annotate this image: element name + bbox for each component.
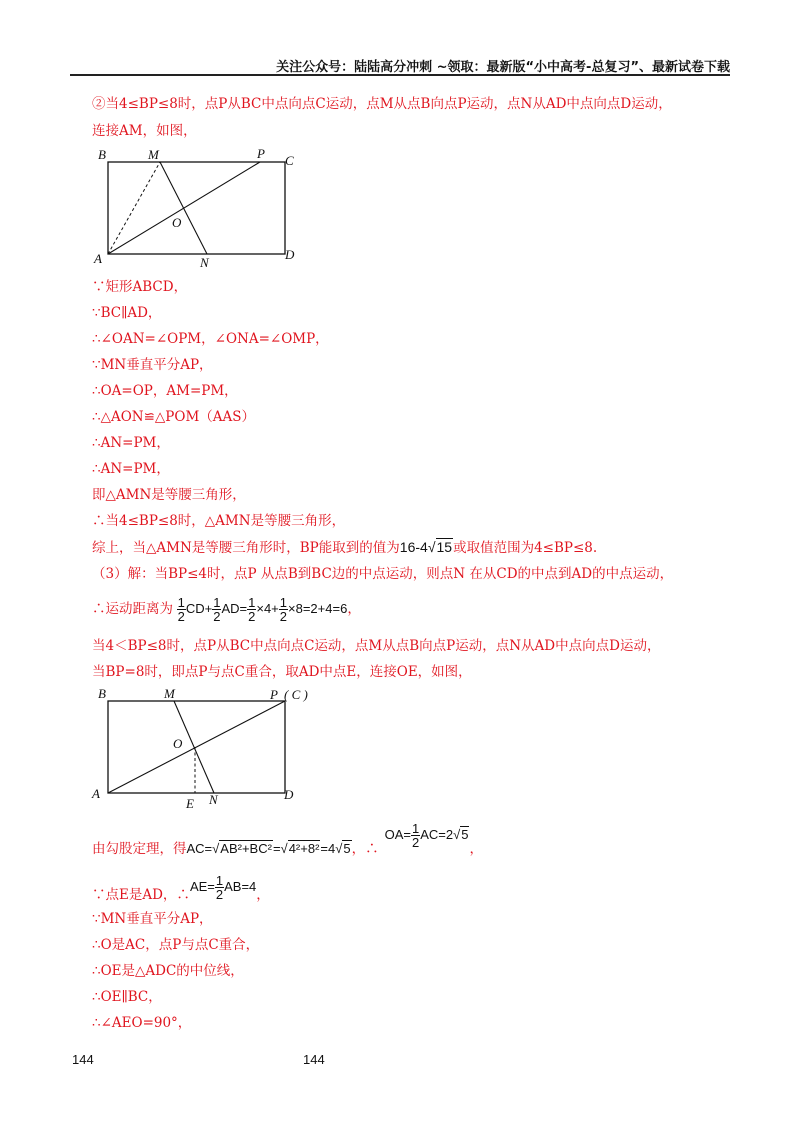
text-line-pythagoras: 由勾股定理，得AC=√AB²+BC²=√4²+8²=4√5，∴OA= $\frac{1}{2}$ AC=2√5， (92, 821, 483, 857)
text-line: 当4＜BP≤8时，点P从BC中点向点C运动，点M从点B向点P运动，点N从AD中点向点D运动， (92, 638, 661, 654)
text-line: ∴OA=OP，AM=PM， (92, 383, 238, 399)
text-line: ∴△AON≌△POM（AAS） (92, 409, 256, 425)
text-line: ∵BC∥AD， (92, 305, 162, 321)
label-a: A (92, 786, 100, 801)
text-line-ae: ∵点E是AD，∴AE= $\frac{1}{2}$ AB=4， (92, 873, 270, 903)
text-line: ∴AN=PM， (92, 461, 170, 477)
figure-rectangle-1 (90, 145, 310, 270)
label-e: E (186, 796, 194, 811)
label-p: P (270, 687, 278, 702)
label-p: P (257, 146, 265, 161)
text-line: 即△AMN是等腰三角形， (92, 487, 246, 503)
label-b: B (98, 686, 106, 701)
label-c: C (285, 153, 294, 168)
text-line: ∴AN=PM， (92, 435, 170, 451)
text-line: ∴当4≤BP≤8时，△AMN是等腰三角形， (92, 513, 346, 529)
text-line: 连接AM，如图， (92, 123, 197, 139)
label-a: A (94, 251, 102, 266)
page-header: 关注公众号：陆陆高分冲刺 ~领取：最新版“小中高考-总复习”、最新试卷下载 (276, 60, 730, 75)
text-line: ∴∠AEO=90°， (92, 1015, 192, 1031)
label-n: N (200, 255, 209, 270)
label-d: D (284, 787, 294, 802)
label-o: O (173, 736, 183, 751)
label-o: O (172, 215, 182, 230)
text-line: 当BP=8时，即点P与点C重合，取AD中点E，连接OE，如图， (92, 664, 472, 680)
text-line: ∴O是AC，点P与点C重合， (92, 937, 260, 953)
text-line: ∵MN垂直平分AP， (92, 911, 213, 927)
text-line: ∵MN垂直平分AP， (92, 357, 213, 373)
label-d: D (285, 247, 295, 262)
label-n: N (209, 792, 218, 807)
label-c: ( C ) (284, 687, 308, 702)
text-line: ∴∠OAN=∠OPM，∠ONA=∠OMP， (92, 331, 329, 347)
text-line: ②当4≤BP≤8时，点P从BC中点向点C运动，点M从点B向点P运动，点N从AD中点向点D运动， (92, 96, 672, 112)
text-line: ∴OE∥BC， (92, 989, 162, 1005)
text-line: （3）解：当BP≤4时，点P 从点B到BC边的中点运动，则点N 在从CD的中点到AD的中点运动， (92, 566, 674, 582)
label-m: M (148, 147, 159, 162)
text-line: ∵矩形ABCD， (92, 279, 188, 295)
text-line-distance: ∴运动距离为 $\frac{1}{2}$ CD+ $\frac{1}{2}$ AD= $\frac{1}{2}$ ×4+ $\frac{1}{2}$ ×8=2+4=6， (92, 595, 361, 624)
text-line-summary: 综上，当△AMN是等腰三角形时，BP能取到的值为16-4√15或取值范围为4≤BP≤8. (92, 539, 598, 556)
page-number-left: 144 (72, 1052, 94, 1067)
label-b: B (98, 147, 106, 162)
text-line: ∴OE是△ADC的中位线， (92, 963, 244, 979)
page-number-center: 144 (303, 1052, 325, 1067)
header-divider (70, 74, 730, 76)
figure-rectangle-2 (90, 686, 330, 811)
label-m: M (164, 686, 175, 701)
